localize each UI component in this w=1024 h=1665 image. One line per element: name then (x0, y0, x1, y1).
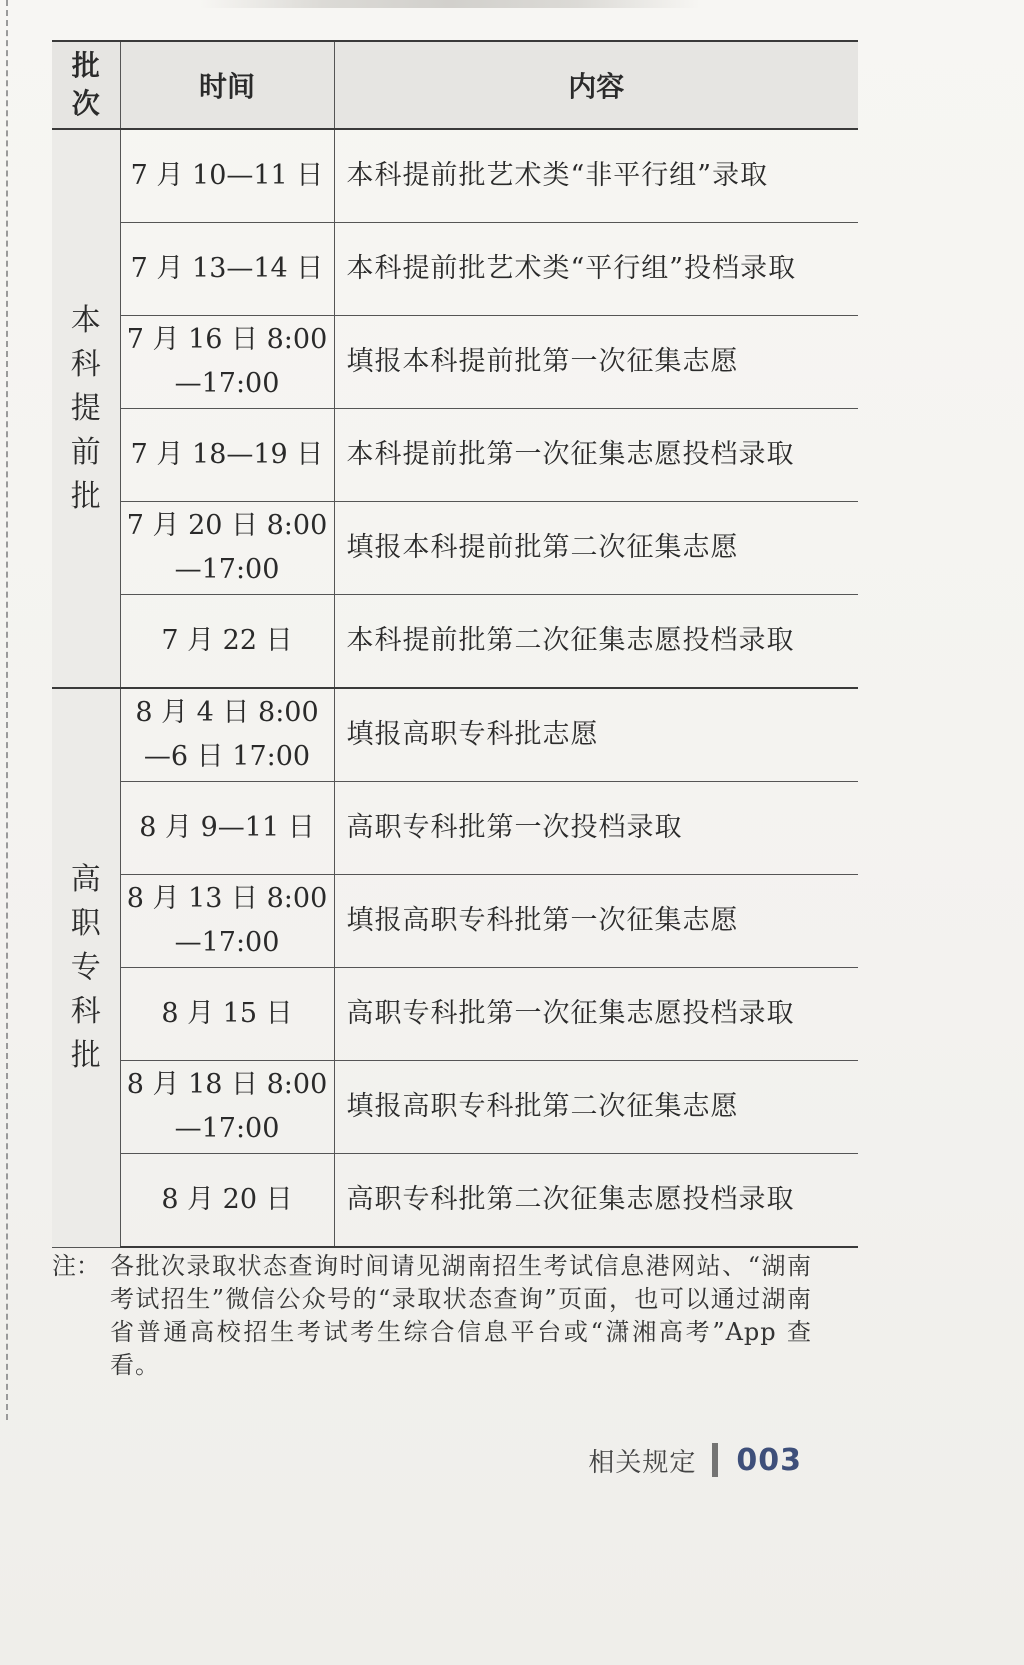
batch-cell-vocational: 高职专科批 (52, 688, 120, 1247)
table-row (52, 316, 858, 409)
table-row (52, 782, 858, 875)
page-footer (588, 1440, 802, 1480)
time-cell: 7 月 20 日 8:00—17:00 (120, 502, 334, 595)
time-cell: 7 月 22 日 (120, 595, 334, 689)
table-row (52, 223, 858, 316)
content-cell: 本科提前批艺术类“平行组”投档录取 (334, 223, 858, 316)
time-cell: 7 月 13—14 日 (120, 223, 334, 316)
footnote-text: 各批次录取状态查询时间请见湖南招生考试信息港网站、“湖南考试招生”微信公众号的“录取状态查询”页面，也可以通过湖南省普通高校招生考试考生综合信息平台或“潇湘高考”App 查看。 (110, 1252, 812, 1379)
time-cell: 8 月 20 日 (120, 1154, 334, 1248)
content-cell: 填报高职专科批第二次征集志愿 (334, 1061, 858, 1154)
table-row (52, 1061, 858, 1154)
content-cell: 填报本科提前批第一次征集志愿 (334, 316, 858, 409)
time-cell: 8 月 13 日 8:00—17:00 (120, 875, 334, 968)
binding-dashed-line (6, 0, 8, 1420)
header-time: 时间 (120, 41, 334, 129)
content-cell: 本科提前批第二次征集志愿投档录取 (334, 595, 858, 689)
time-cell: 7 月 18—19 日 (120, 409, 334, 502)
header-batch: 批次 (52, 41, 120, 129)
table-row (52, 129, 858, 223)
admission-schedule-table (52, 40, 858, 1248)
table-row (52, 409, 858, 502)
table-row (52, 875, 858, 968)
time-cell: 7 月 16 日 8:00—17:00 (120, 316, 334, 409)
page-number: 003 (736, 1442, 802, 1478)
table-row (52, 968, 858, 1061)
table-header-row (52, 41, 858, 129)
footer-divider (712, 1443, 718, 1477)
running-footer-section: 相关规定 (588, 1447, 697, 1478)
batch-cell-undergrad-early: 本科提前批 (52, 129, 120, 688)
content-cell: 高职专科批第二次征集志愿投档录取 (334, 1154, 858, 1248)
content-cell: 本科提前批第一次征集志愿投档录取 (334, 409, 858, 502)
time-cell: 8 月 15 日 (120, 968, 334, 1061)
time-cell: 7 月 10—11 日 (120, 129, 334, 223)
content-cell: 高职专科批第一次投档录取 (334, 782, 858, 875)
content-cell: 填报高职专科批志愿 (334, 688, 858, 782)
content-cell: 高职专科批第一次征集志愿投档录取 (334, 968, 858, 1061)
header-content: 内容 (334, 41, 858, 129)
table-row (52, 688, 858, 782)
time-cell: 8 月 9—11 日 (120, 782, 334, 875)
table-row (52, 1154, 858, 1248)
table-row (52, 502, 858, 595)
table-row (52, 595, 858, 689)
footnote-label: 注： (52, 1252, 100, 1280)
top-cut-off-text (200, 0, 700, 8)
content-cell: 填报高职专科批第一次征集志愿 (334, 875, 858, 968)
content-cell: 本科提前批艺术类“非平行组”录取 (334, 129, 858, 223)
time-cell: 8 月 18 日 8:00—17:00 (120, 1061, 334, 1154)
table-footnote (52, 1250, 812, 1382)
content-cell: 填报本科提前批第二次征集志愿 (334, 502, 858, 595)
time-cell: 8 月 4 日 8:00—6 日 17:00 (120, 688, 334, 782)
